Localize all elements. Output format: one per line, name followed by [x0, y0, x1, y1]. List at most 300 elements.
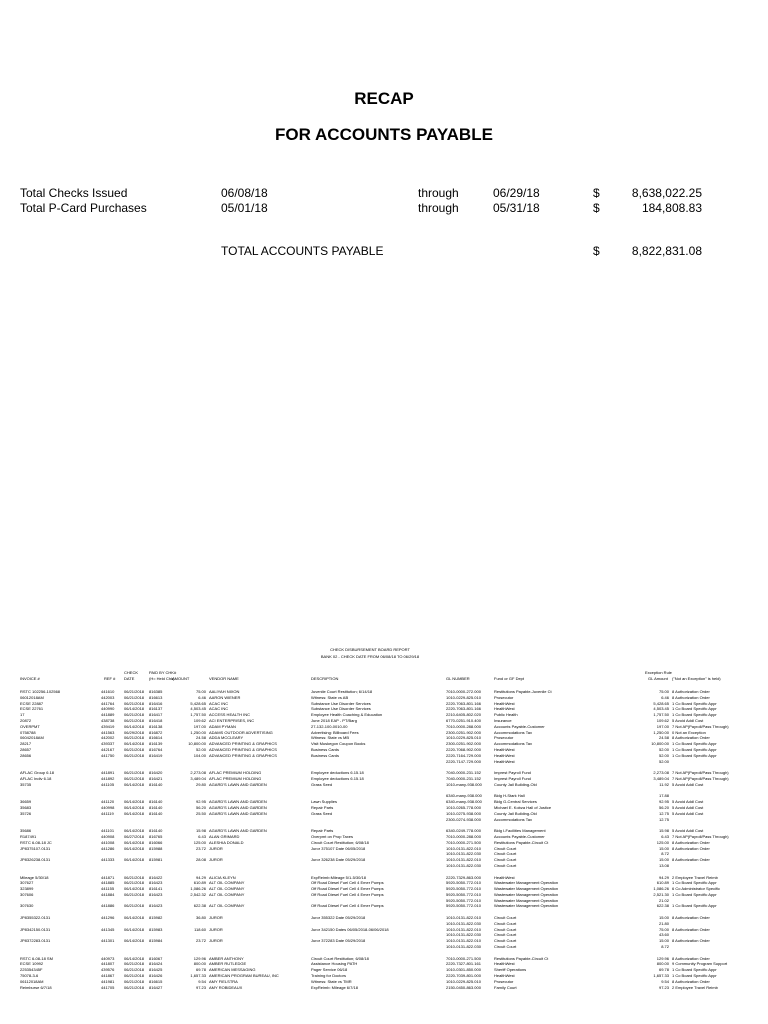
invoice-cell: 28657 [20, 746, 32, 752]
amount-cell: 2,542.32 [190, 891, 206, 897]
fund-cell: Prosecutor [494, 735, 514, 741]
summary-from-date: 06/08/18 [221, 186, 268, 200]
ref-cell: 441345 [101, 926, 115, 932]
check-cell: 816140 [149, 799, 163, 805]
ref-cell: 441705 [101, 984, 115, 990]
invoice-cell: JP8326238.0131 [20, 857, 51, 863]
invoice-cell: 36659 [20, 799, 32, 805]
date-cell: 06/21/2018 [124, 880, 145, 886]
date-cell: 06/21/2018 [124, 891, 145, 897]
ref-cell: 441764 [101, 700, 115, 706]
gl-number-cell: 5920-5050-772.010 [446, 903, 481, 909]
description-cell: Repair Parts [311, 828, 334, 834]
table-row [0, 782, 768, 788]
col-header-gl: GL NUMBER [446, 676, 470, 681]
exception-cell: 8 Authorization Order [672, 955, 710, 961]
fund-cell: Circuit Court [494, 920, 517, 926]
gl-amount-cell: 21.80 [658, 920, 669, 926]
gl-amount-cell: 15.98 [658, 828, 669, 834]
description-cell: ExpReimb:Mileage 5/1-5/30/18 [311, 874, 366, 880]
description-cell: Business Cards [311, 746, 340, 752]
check-cell: 816140 [149, 810, 163, 816]
vendor-cell: ADDA MCCLEARY [209, 735, 244, 741]
fund-cell: Circuit Court [494, 857, 517, 863]
amount-cell: 94.29 [195, 874, 206, 880]
vendor-cell: AMY ROBIDEAUX [209, 984, 243, 990]
col-header-vendor: VENDOR NAME [209, 676, 239, 681]
gl-amount-cell: 15.00 [658, 915, 669, 921]
date-cell: 06/21/2018 [124, 752, 145, 758]
date-cell: 06/14/2018 [124, 781, 145, 787]
gl-number-cell: 1010-0229-825.010 [446, 694, 481, 700]
fund-cell: HealthWest [494, 706, 515, 712]
gl-number-cell: 1010-many-938.000 [446, 781, 482, 787]
gl-number-cell: 7040-0000-231.152 [446, 770, 481, 776]
fund-cell: Circuit Court [494, 862, 517, 868]
exception-cell: 2 Employee Travel Reimb [672, 874, 718, 880]
gl-amount-cell: 129.96 [656, 955, 669, 961]
amount-cell: 3,489.04 [190, 775, 206, 781]
vendor-cell: ALICIA KLEYN [209, 874, 236, 880]
vendor-cell: ADVANCED PRINTING & GRAPHICS [209, 752, 277, 758]
gl-number-cell: 1010-0131-822.030 [446, 944, 481, 950]
exception-cell: 5 Avoid Addl Cost [672, 804, 704, 810]
invoice-cell: JP8375107.0131 [20, 845, 51, 851]
date-cell: 06/14/2018 [124, 926, 145, 932]
amount-cell: 56.20 [195, 804, 206, 810]
invoice-cell: RSTC 6-08-18 JC [20, 839, 52, 845]
fund-cell: Restitutions Payable-Juvenile Ct [494, 689, 552, 694]
fund-cell: Imprest Payroll Fund [494, 770, 531, 776]
fund-cell: Sheriff Operations [494, 967, 527, 973]
fund-cell: Accommodations Tax [494, 741, 532, 747]
vendor-cell: AMBER ANTHONY [209, 955, 244, 961]
description-cell: Juror 355322 Date 05/29/2018 [311, 915, 366, 921]
invoice-cell: 307630 [20, 903, 34, 909]
amount-cell: 1,657.33 [190, 973, 206, 979]
invoice-cell: 35735 [20, 781, 32, 787]
description-cell: Witness: State vs MB [311, 735, 350, 741]
gl-amount-cell: 109.62 [656, 717, 669, 723]
gl-number-cell: 5920-5050-772.010 [446, 880, 481, 886]
gl-amount-cell: 13.08 [658, 862, 669, 868]
fund-cell: Accounts Payable-Customer [494, 723, 545, 729]
gl-amount-cell: 8.72 [661, 851, 669, 857]
fund-cell: Bldg G-Central Services [494, 799, 537, 805]
description-cell: Repair Parts [311, 804, 334, 810]
description-cell: Advertising: Billboard Fees [311, 729, 359, 735]
exception-cell: 7 Not AP(Payroll/Pass Through) [672, 770, 729, 776]
fund-cell: Michael E. Kobza Hall of Justice [494, 804, 552, 810]
gl-number-cell: 1010-0229-825.010 [446, 978, 481, 984]
ref-cell: 441885 [101, 880, 115, 886]
date-cell: 06/21/2018 [124, 984, 145, 990]
description-cell: Off Road Diesel Fuel Cell 4 Emer Pumps [311, 891, 384, 897]
description-cell: Witness: State vs AB [311, 694, 349, 700]
ref-cell: 441155 [101, 886, 115, 892]
invoice-cell: 06012018AM [20, 694, 44, 700]
description-cell: Substance Use Disorder Services [311, 706, 371, 712]
exception-cell: 8 Authorization Order [672, 694, 710, 700]
date-cell: 06/21/2018 [124, 903, 145, 909]
gl-number-cell: 5920-5050-772.010 [446, 891, 481, 897]
gl-number-cell: 1010-0301-850.000 [446, 967, 481, 973]
amount-cell: 1,757.50 [190, 712, 206, 718]
gl-number-cell: 5920-5050-772.010 [446, 897, 481, 903]
date-cell: 06/21/2018 [124, 694, 145, 700]
ref-cell: 440990 [101, 706, 115, 712]
exception-cell: 8 Authorization Order [672, 689, 710, 694]
check-cell: 816385 [149, 689, 163, 694]
gl-number-cell: 7010-0000-271.500 [446, 955, 481, 961]
summary-row-pcard [0, 201, 768, 216]
vendor-cell: JUROR [209, 926, 223, 932]
description-cell: Juror 342150 Dates 06/05/2018-06/06/2018 [311, 926, 389, 932]
gl-number-cell: 1010-0131-822.030 [446, 862, 481, 868]
ref-cell: 441889 [101, 712, 115, 718]
check-cell: 816764 [149, 746, 163, 752]
check-cell: 816140 [149, 804, 163, 810]
fund-cell: Wastewater Management Operation [494, 897, 559, 903]
check-cell: 815984 [149, 938, 163, 944]
amount-cell: 25.50 [195, 810, 206, 816]
check-cell: 816422 [149, 874, 163, 880]
gl-number-cell: 2220-7327-801.161 [446, 961, 481, 967]
check-cell: 816140 [149, 781, 163, 787]
col-header-description: DESCRIPTION [311, 676, 339, 681]
invoice-cell: Reimburse 6/7/18 [20, 984, 52, 990]
exception-cell: 1 Co Board Specific Appr [672, 903, 717, 909]
check-cell: 816613 [149, 694, 163, 700]
gl-amount-cell: 10,800.00 [651, 741, 669, 747]
description-cell: Employee Health Coaching & Education [311, 712, 383, 718]
fund-cell: Family Court [494, 984, 517, 990]
description-cell: ExpReimb: Mileage 6/7/18 [311, 984, 358, 990]
gl-number-cell: 1010-0275-938.000 [446, 810, 481, 816]
exception-cell: 1 Co Board Specific Appr [672, 706, 717, 712]
exception-cell: 8 Authorization Order [672, 735, 710, 741]
gl-number-cell: 2210-6405-802.020 [446, 712, 481, 718]
fund-cell: Circuit Court [494, 845, 517, 851]
date-cell: 06/21/2018 [124, 735, 145, 741]
gl-number-cell: 2220-7039-801.000 [446, 973, 481, 979]
gl-number-cell: 7040-0000-231.152 [446, 775, 481, 781]
ref-cell: 442167 [101, 746, 115, 752]
gl-number-cell: 1010-0131-822.030 [446, 851, 481, 857]
gl-number-cell: 1010-0265-778.000 [446, 804, 481, 810]
gl-number-cell: 6340-many-938.000 [446, 793, 482, 799]
gl-number-cell: 6340-0249-778.000 [446, 828, 481, 834]
description-cell: Juror 372283 Date 05/29/2018 [311, 938, 366, 944]
check-cell: 815988 [149, 845, 163, 851]
ref-cell: 441301 [101, 938, 115, 944]
fund-cell: Accounts Payable-Customer [494, 833, 545, 839]
gl-amount-cell: 125.00 [656, 839, 669, 845]
description-cell: Employee deductions 6.15.18 [311, 770, 364, 776]
ref-cell: 441886 [101, 903, 115, 909]
invoice-cell: 225354345F [20, 967, 43, 973]
amount-cell: 2,273.08 [190, 770, 206, 776]
summary-label: Total Checks Issued [20, 186, 128, 200]
ref-cell: 440973 [101, 955, 115, 961]
date-cell: 06/14/2018 [124, 741, 145, 747]
gl-number-cell: 5920-5050-772.010 [446, 886, 481, 892]
ref-cell: 441563 [101, 729, 115, 735]
summary-currency: $ [593, 201, 600, 215]
check-cell: 816423 [149, 903, 163, 909]
vendor-cell: JUROR [209, 915, 223, 921]
report-subtitle: BANK 02 - CHECK DATE FROM 06/08/18 TO 06/29/18 [320, 654, 420, 659]
exception-cell: 1 Co Board Specific Appr [672, 891, 717, 897]
vendor-cell: AGARD'S LAWN AND GARDEN [209, 810, 267, 816]
exception-cell: 7 Not AP(Payroll/Pass Through) [672, 775, 729, 781]
fund-cell: HealthWest [494, 973, 515, 979]
vendor-cell: AARON WIENER [209, 694, 241, 700]
exception-cell: 1 Co Board Specific Appr [672, 973, 717, 979]
vendor-cell: AALIYAH NIXON [209, 689, 240, 694]
total-currency: $ [593, 244, 600, 258]
ref-cell: 441120 [101, 799, 115, 805]
invoice-cell: JP8355322.0131 [20, 915, 51, 921]
gl-number-cell: 1010-0131-822.030 [446, 920, 481, 926]
ref-cell: 441750 [101, 752, 115, 758]
date-cell: 06/21/2018 [124, 746, 145, 752]
fund-cell: Wastewater Management Operation [494, 891, 559, 897]
check-cell: 816138 [149, 723, 163, 729]
page-title-recap: RECAP [354, 89, 414, 108]
summary-amount: 184,808.83 [641, 201, 702, 215]
gl-number-cell: 2300-0251-902.000 [446, 741, 481, 747]
gl-number-cell: 1010-0131-822.030 [446, 932, 481, 938]
amount-cell: 92.95 [195, 799, 206, 805]
ref-cell: 441884 [101, 891, 115, 897]
gl-amount-cell: 6.43 [661, 833, 669, 839]
description-cell: Grass Seed [311, 810, 333, 816]
amount-cell: 5,428.65 [190, 700, 206, 706]
fund-cell: Accommodations Tax [494, 816, 532, 822]
ref-cell: 441610 [101, 689, 115, 694]
fund-cell: HealthWest [494, 700, 515, 706]
exception-cell: 1 Co Board Specific Appr [672, 712, 717, 718]
description-cell: Substance Use Disorder Services [311, 700, 371, 706]
description-cell: Off Road Diesel Fuel Cell 4 Emer Pumps [311, 886, 384, 892]
date-cell: 06/21/2018 [124, 775, 145, 781]
vendor-cell: ALAN GRIMARD [209, 833, 240, 839]
exception-cell: 8 Authorization Order [672, 978, 710, 984]
amount-cell: 125.00 [193, 839, 206, 845]
invoice-cell: R187491 [20, 833, 37, 839]
invoice-cell: 28217 [20, 741, 32, 747]
gl-number-cell: 7010-0000-288.000 [446, 723, 481, 729]
description-cell: Assistance Housing PATH [311, 961, 358, 967]
fund-cell: HealthWest [494, 874, 515, 880]
gl-amount-cell: 52.00 [658, 758, 669, 764]
gl-amount-cell: 12.75 [658, 810, 669, 816]
vendor-cell: AGARD'S LAWN AND GARDEN [209, 828, 267, 834]
date-cell: 06/29/2018 [124, 729, 145, 735]
amount-cell: 129.96 [193, 955, 206, 961]
gl-amount-cell: 5,428.65 [653, 700, 669, 706]
invoice-cell: 20872 [20, 717, 32, 723]
check-cell: 816416 [149, 700, 163, 706]
gl-amount-cell: 9.54 [661, 978, 669, 984]
summary-currency: $ [593, 186, 600, 200]
gl-number-cell: 6340-many-938.000 [446, 799, 482, 805]
fund-cell: Restitutions Payable-Circuit Ct [494, 955, 549, 961]
vendor-cell: ADVANCED PRINTING & GRAPHICS [209, 746, 277, 752]
gl-number-cell: 2220-7329-863.000 [446, 874, 481, 880]
check-cell: 815983 [149, 926, 163, 932]
invoice-cell: 28656 [20, 752, 32, 758]
table-row [0, 944, 768, 950]
ref-cell: 441105 [101, 781, 115, 787]
total-label: TOTAL ACCOUNTS PAYABLE [221, 244, 384, 258]
amount-cell: 52.00 [195, 746, 206, 752]
exception-cell: 8 Authorization Order [672, 915, 710, 921]
exception-cell: 8 Authorization Order [672, 938, 710, 944]
gl-amount-cell: 622.38 [656, 903, 669, 909]
invoice-cell: JP8372283.0131 [20, 938, 51, 944]
description-cell: Training for Doctors [311, 973, 346, 979]
fund-cell: County Jail Building-Old [494, 810, 537, 816]
fund-cell: Accommodations Tax [494, 729, 532, 735]
vendor-cell: JUROR [209, 857, 223, 863]
table-row [0, 759, 768, 765]
exception-cell: 0 Not an Exception [672, 729, 706, 735]
exception-cell: 1 Co Board Specific Appr [672, 700, 717, 706]
check-cell: 816765 [149, 833, 163, 839]
ref-cell: 442003 [101, 694, 115, 700]
date-cell: 06/21/2018 [124, 770, 145, 776]
summary-through: through [418, 186, 459, 200]
gl-number-cell: 6770-0251-910.400 [446, 717, 481, 723]
fund-cell: HealthWest [494, 758, 515, 764]
vendor-cell: AMY FIELSTRA [209, 978, 238, 984]
check-cell: 816615 [149, 978, 163, 984]
vendor-cell: ACI ENTERPRISES, INC [209, 717, 255, 723]
date-cell: 06/27/2018 [124, 833, 145, 839]
gl-amount-cell: 21.02 [658, 897, 669, 903]
check-cell: 816426 [149, 973, 163, 979]
vendor-cell: AMBER RUTLEDGE [209, 961, 247, 967]
col-header-check: CHECK [124, 670, 139, 675]
amount-cell: 104.00 [193, 752, 206, 758]
ref-cell: 441871 [101, 874, 115, 880]
check-cell: 816423 [149, 891, 163, 897]
vendor-cell: ADAM PYMAN [209, 723, 236, 729]
vendor-cell: AGARD'S LAWN AND GARDEN [209, 799, 267, 805]
invoice-cell: ECSE 22887 [20, 700, 44, 706]
amount-cell: 15.98 [195, 828, 206, 834]
ref-cell: 441008 [101, 839, 115, 845]
date-cell: 06/21/2018 [124, 961, 145, 967]
ref-cell: 440908 [101, 833, 115, 839]
summary-amount: 8,638,022.25 [631, 186, 702, 200]
ref-cell: 439576 [101, 967, 115, 973]
fund-cell: HealthWest [494, 752, 515, 758]
check-cell: 815981 [149, 857, 163, 863]
invoice-cell: 06042018AM [20, 735, 44, 741]
fund-cell: Wastewater Management Operation [494, 903, 559, 909]
table-row [0, 903, 768, 909]
invoice-cell: 17 [20, 712, 25, 718]
gl-number-cell: 2300-0251-902.000 [446, 729, 481, 735]
gl-amount-cell: 610.89 [656, 880, 669, 886]
gl-amount-cell: 4,503.45 [653, 706, 669, 712]
summary-from-date: 05/01/18 [221, 201, 268, 215]
date-cell: 06/21/2018 [124, 689, 145, 694]
date-cell: 06/14/2018 [124, 799, 145, 805]
ref-cell: 439419 [101, 723, 115, 729]
summary-through: through [418, 201, 459, 215]
ref-cell: 441807 [101, 961, 115, 967]
fund-cell: County Jail Building-Old [494, 781, 537, 787]
gl-amount-cell: 2,521.30 [653, 891, 669, 897]
check-cell: 816066 [149, 839, 163, 845]
check-cell: 816137 [149, 706, 163, 712]
gl-number-cell: 7010-0000-272.000 [446, 689, 481, 694]
gl-amount-cell: 2,273.08 [653, 770, 669, 776]
gl-amount-cell: 56.20 [658, 804, 669, 810]
gl-amount-cell: 24.58 [658, 735, 669, 741]
date-cell: 06/21/2018 [124, 712, 145, 718]
date-cell: 06/21/2018 [124, 967, 145, 973]
col-header-exception-2: ("Not an Exception" is held) [672, 676, 721, 681]
date-cell: 06/21/2018 [124, 973, 145, 979]
amount-cell: 109.62 [193, 717, 206, 723]
fund-cell: Wastewater Management Operation [494, 886, 559, 892]
amount-cell: 4,503.45 [190, 706, 206, 712]
amount-cell: 23.72 [195, 845, 206, 851]
description-cell: Pager Service 06/18 [311, 967, 348, 973]
ref-cell: 440998 [101, 804, 115, 810]
description-cell: Overpmt on Prop Taxes [311, 833, 353, 839]
check-cell: 816427 [149, 984, 163, 990]
col-header-amount: AMOUNT [172, 676, 190, 681]
amount-cell: 69.78 [195, 967, 206, 973]
check-cell: 816140 [149, 828, 163, 834]
fund-cell: HealthWest [494, 961, 515, 967]
check-cell: 816421 [149, 775, 163, 781]
fund-cell: Wastewater Management Operation [494, 880, 559, 886]
exception-cell: 1 Co Board Specific Appr [672, 752, 717, 758]
summary-row-checks [0, 186, 768, 201]
check-cell: 816420 [149, 770, 163, 776]
exception-cell: 8 Authorization Order [672, 845, 710, 851]
gl-amount-cell: 800.00 [656, 961, 669, 967]
fund-cell: Circuit Court [494, 926, 517, 932]
col-header-paid-by-2: (H= Held Chk) [149, 676, 175, 681]
invoice-cell: AFLAC Group 6.18 [20, 770, 55, 776]
gl-amount-cell: 15.00 [658, 938, 669, 944]
gl-amount-cell: 8.72 [661, 944, 669, 950]
amount-cell: 6.46 [198, 694, 206, 700]
amount-cell: 36.80 [195, 915, 206, 921]
check-cell: 815982 [149, 915, 163, 921]
date-cell: 06/14/2018 [124, 810, 145, 816]
table-row [0, 817, 768, 823]
invoice-cell: 35683 [20, 804, 32, 810]
exception-cell: 5 Avoid Addl Cost [672, 810, 704, 816]
gl-amount-cell: 3,489.04 [653, 775, 669, 781]
fund-cell: Bldg I-Facilities Management [494, 828, 546, 834]
date-cell: 06/14/2018 [124, 804, 145, 810]
exception-cell: 8 Authorization Order [672, 857, 710, 863]
gl-number-cell: 2220-7147-729.000 [446, 758, 481, 764]
gl-amount-cell: 197.00 [656, 723, 669, 729]
description-cell: June 2018 EAP - PT/Barg [311, 717, 357, 723]
ref-cell: 441981 [101, 978, 115, 984]
